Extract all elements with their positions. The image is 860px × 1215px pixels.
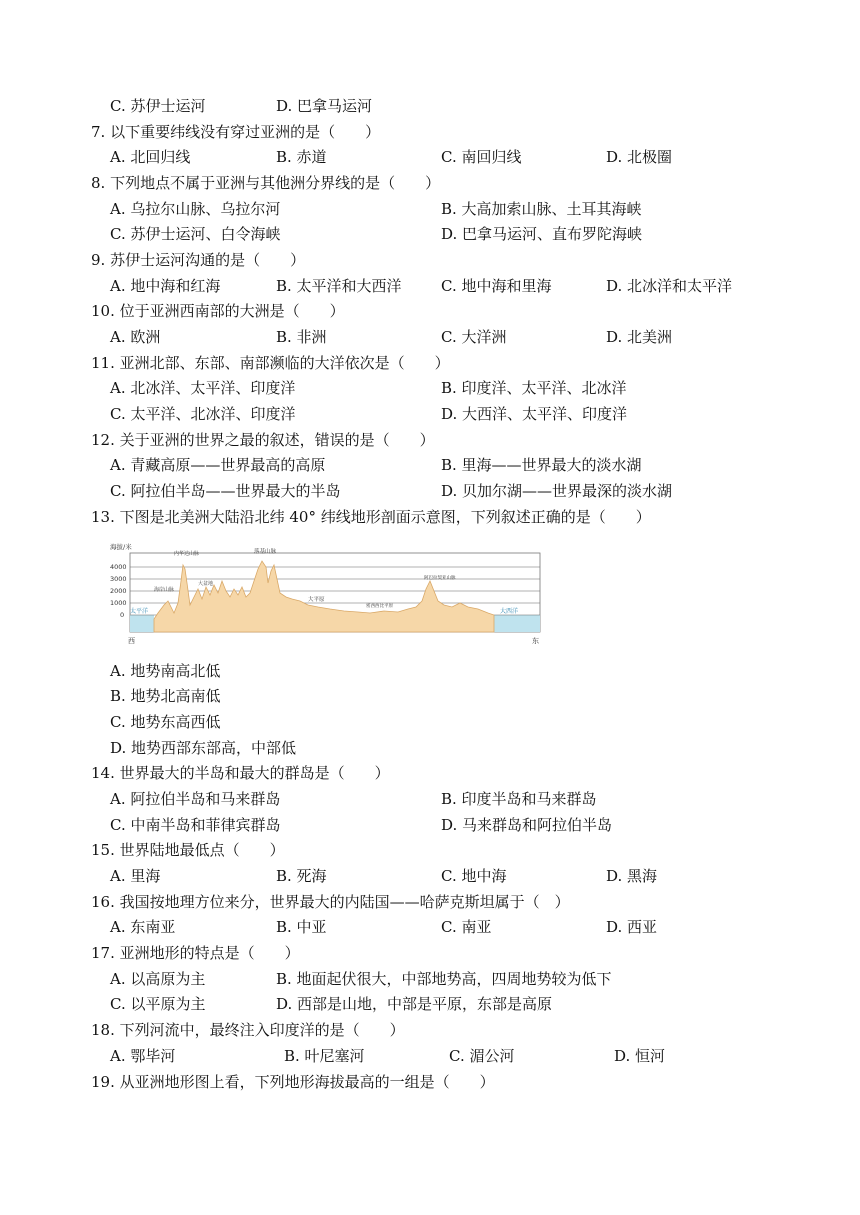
option-c: C. 南亚 — [441, 918, 492, 936]
option-d: D. 西亚 — [606, 918, 658, 936]
option-c: C. 湄公河 — [449, 1047, 515, 1065]
option-a: A. 地中海和红海 — [110, 277, 221, 295]
ocean-left — [130, 615, 154, 632]
y-tick-0: 0 — [120, 611, 125, 619]
option-b: B. 中亚 — [276, 918, 327, 936]
option-c: C. 阿拉伯半岛——世界最大的半岛 — [110, 482, 341, 500]
label-west: 西 — [128, 637, 135, 645]
option-d: D. 地势西部东部高，中部低 — [110, 739, 297, 757]
question-14-stem: 14. 世界最大的半岛和最大的群岛是（ ） — [91, 764, 390, 782]
option-c: C. 地中海和里海 — [441, 277, 552, 295]
option-d: D. 北美洲 — [606, 328, 673, 346]
option-b: B. 地势北高南低 — [110, 687, 221, 705]
option-a: A. 青藏高原——世界最高的高原 — [110, 456, 326, 474]
option-d: D. 恒河 — [614, 1047, 666, 1065]
option-c: C. 中南半岛和菲律宾群岛 — [110, 816, 281, 834]
question-7-stem: 7. 以下重要纬线没有穿过亚洲的是（ ） — [91, 123, 381, 141]
question-10-stem: 10. 位于亚洲西南部的大洲是（ ） — [91, 302, 345, 320]
option-b: B. 印度半岛和马来群岛 — [441, 790, 597, 808]
option-b: B. 叶尼塞河 — [284, 1047, 365, 1065]
question-19-stem: 19. 从亚洲地形图上看，下列地形海拔最高的一组是（ ） — [91, 1073, 495, 1091]
question-16-stem: 16. 我国按地理方位来分，世界最大的内陆国——哈萨克斯坦属于（ ） — [91, 893, 570, 911]
option-a: A. 阿拉伯半岛和马来群岛 — [110, 790, 281, 808]
option-d: D. 北冰洋和太平洋 — [606, 277, 733, 295]
label-plains: 大平原 — [308, 597, 325, 603]
label-rocky: 落基山脉 — [254, 549, 277, 555]
option-b: B. 地面起伏很大，中部地势高，四周地势较为低下 — [276, 970, 612, 988]
label-great-basin: 大盆地 — [198, 581, 214, 587]
option-c: C. 苏伊士运河 — [110, 97, 206, 115]
option-a: A. 里海 — [110, 867, 161, 885]
option-a: A. 地势南高北低 — [110, 662, 221, 680]
option-a: A. 鄂毕河 — [110, 1047, 176, 1065]
option-c: C. 南回归线 — [441, 148, 522, 166]
label-east: 东 — [532, 637, 539, 645]
option-d: D. 贝加尔湖——世界最深的淡水湖 — [441, 482, 673, 500]
label-coast: 海岸山脉 — [154, 587, 175, 593]
option-a: A. 北冰洋、太平洋、印度洋 — [110, 379, 296, 397]
option-b: B. 印度洋、太平洋、北冰洋 — [441, 379, 627, 397]
y-tick-4000: 4000 — [110, 563, 127, 571]
option-b: B. 死海 — [276, 867, 327, 885]
option-c: C. 地势东高西低 — [110, 713, 221, 731]
option-b: B. 里海——世界最大的淡水湖 — [441, 456, 642, 474]
y-tick-3000: 3000 — [110, 575, 127, 583]
y-tick-1000: 1000 — [110, 599, 127, 607]
label-nevada: 内华达山脉 — [174, 551, 200, 557]
option-a: A. 欧洲 — [110, 328, 161, 346]
question-12-stem: 12. 关于亚洲的世界之最的叙述，错误的是（ ） — [91, 431, 435, 449]
option-b: B. 大高加索山脉、土耳其海峡 — [441, 200, 642, 218]
question-17-stem: 17. 亚洲地形的特点是（ ） — [91, 944, 300, 962]
ocean-right — [494, 615, 540, 632]
option-d: D. 巴拿马运河、直布罗陀海峡 — [441, 225, 643, 243]
question-9-stem: 9. 苏伊士运河沟通的是（ ） — [91, 251, 306, 269]
option-d: D. 黑海 — [606, 867, 658, 885]
question-8-stem: 8. 下列地点不属于亚洲与其他洲分界线的是（ ） — [91, 174, 441, 192]
option-a: A. 东南亚 — [110, 918, 176, 936]
option-c: C. 大洋洲 — [441, 328, 507, 346]
option-d: D. 北极圈 — [606, 148, 673, 166]
option-d: D. 马来群岛和阿拉伯半岛 — [441, 816, 613, 834]
option-b: B. 太平洋和大西洋 — [276, 277, 402, 295]
question-13-stem: 13. 下图是北美洲大陆沿北纬 40° 纬线地形剖面示意图，下列叙述正确的是（ ） — [91, 508, 651, 526]
question-15-stem: 15. 世界陆地最低点（ ） — [91, 841, 285, 859]
option-a: A. 以高原为主 — [110, 970, 206, 988]
label-ocean-right: 大西洋 — [500, 608, 519, 615]
option-c: C. 太平洋、北冰洋、印度洋 — [110, 405, 296, 423]
y-tick-2000: 2000 — [110, 587, 127, 595]
option-d: D. 西部是山地，中部是平原，东部是高原 — [276, 995, 553, 1013]
option-c: C. 以平原为主 — [110, 995, 206, 1013]
option-c: C. 苏伊士运河、白令海峡 — [110, 225, 281, 243]
question-18-stem: 18. 下列河流中，最终注入印度洋的是（ ） — [91, 1021, 405, 1039]
label-ocean-left: 太平洋 — [130, 608, 149, 615]
option-d: D. 巴拿马运河 — [276, 97, 373, 115]
option-a: A. 乌拉尔山脉、乌拉尔河 — [110, 200, 281, 218]
label-appalachian: 阿巴拉契亚山脉 — [424, 576, 456, 581]
option-a: A. 北回归线 — [110, 148, 191, 166]
label-mississippi: 密西西比平原 — [366, 604, 393, 609]
option-d: D. 大西洋、太平洋、印度洋 — [441, 405, 628, 423]
y-axis-title: 海拔/米 — [110, 543, 132, 551]
option-b: B. 赤道 — [276, 148, 327, 166]
question-11-stem: 11. 亚洲北部、东部、南部濒临的大洋依次是（ ） — [91, 354, 450, 372]
option-b: B. 非洲 — [276, 328, 327, 346]
option-c: C. 地中海 — [441, 867, 507, 885]
terrain-profile-figure — [108, 541, 544, 645]
